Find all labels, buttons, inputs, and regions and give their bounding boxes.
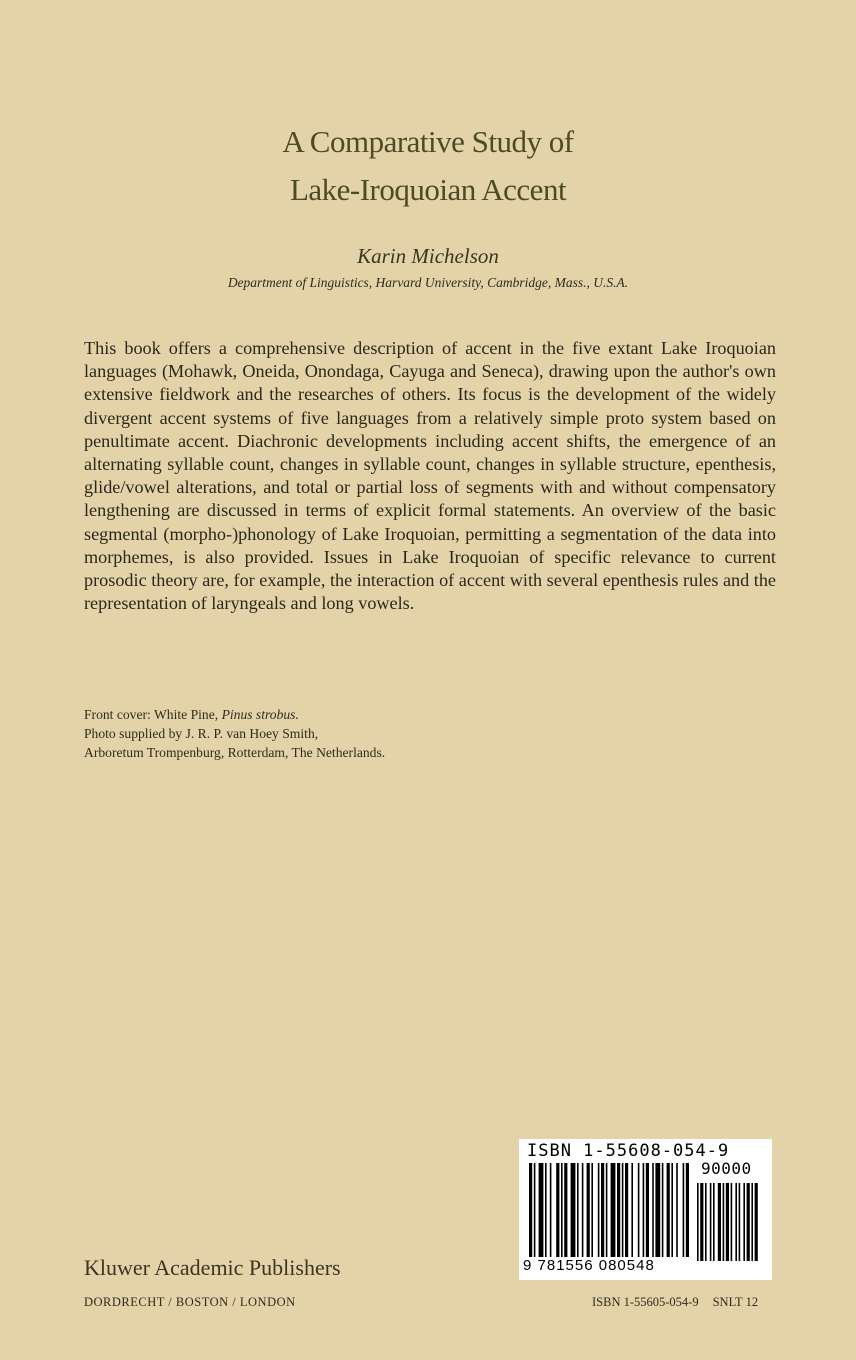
- barcode-bar: [606, 1163, 608, 1257]
- footer-isbn-number: ISBN 1-55605-054-9: [592, 1295, 699, 1309]
- author-affiliation: Department of Linguistics, Harvard University, Cambridge, Mass., U.S.A.: [227, 275, 629, 290]
- barcode-bar: [683, 1163, 685, 1257]
- barcode-addon-bar: [700, 1183, 703, 1261]
- barcode-bar: [676, 1163, 678, 1257]
- barcode-bar: [601, 1163, 604, 1257]
- publisher-name: Kluwer Academic Publishers: [84, 1255, 341, 1280]
- book-title: [0, 118, 856, 214]
- barcode-bar: [617, 1163, 620, 1257]
- barcode-bar: [529, 1163, 532, 1257]
- barcode-addon-bar: [731, 1183, 733, 1261]
- barcode-bar: [652, 1163, 654, 1257]
- barcode-bar: [611, 1163, 616, 1257]
- species-name: Pinus strobus.: [221, 707, 299, 722]
- barcode-bar: [571, 1163, 576, 1257]
- barcode-bar: [582, 1163, 584, 1257]
- barcode-addon-bar: [697, 1183, 699, 1261]
- barcode-addon-bar: [755, 1183, 758, 1261]
- barcode-addon-bar: [751, 1183, 753, 1261]
- barcode-bar: [556, 1163, 559, 1257]
- barcode-bar: [625, 1163, 628, 1257]
- book-description: This book offers a comprehensive description of accent in the five extant Lake Iroquoian languages (Mohawk, Oneida, Onondaga, Cayuga and Seneca), drawing upon the author's own extensive fieldwork and the researches of others. Its focus is the development of the widely divergent accent systems of five languages from a relatively simple proto system based on penultimate accent. Diachronic developments including accent shifts, the emergence of an alternating syllable count, changes in syllable count, changes in syllable structure, epenthesis, glide/vowel alterations, and total or partial loss of segments with and without compensatory lengthening are discussed in terms of explicit formal statements. An overview of the basic segmental (morpho-)phonology of Lake Iroquoian, permitting a segmentation of the data into morphemes, is also provided. Issues in Lake Iroquoian of specific relevance to current prosodic theory are, for example, the interaction of accent with several epenthesis rules and the representation of laryngeals and long vowels.: [84, 338, 776, 614]
- barcode-bar: [550, 1163, 552, 1257]
- barcode-bar: [577, 1163, 579, 1257]
- barcode-addon-bar: [743, 1183, 745, 1261]
- barcode-ean-digits: 9 781556 080548: [523, 1257, 655, 1274]
- barcode-addon-bar: [710, 1183, 712, 1261]
- footer-isbn: [592, 1295, 758, 1310]
- barcode-bar: [587, 1163, 590, 1257]
- barcode-bar: [631, 1163, 633, 1257]
- barcode-bar: [638, 1163, 640, 1257]
- barcode-addon-bar: [718, 1183, 721, 1261]
- cover-credits: [84, 705, 385, 762]
- barcode-bar: [564, 1163, 567, 1257]
- barcode-bar: [667, 1163, 670, 1257]
- barcode-addon-bar: [705, 1183, 707, 1261]
- credit-line-1: [84, 705, 385, 724]
- barcode-bar: [671, 1163, 673, 1257]
- publisher-cities: DORDRECHT / BOSTON / LONDON: [84, 1295, 296, 1309]
- barcode-addon-bar: [747, 1183, 750, 1261]
- barcode-bar: [598, 1163, 600, 1257]
- barcode-bar: [539, 1163, 544, 1257]
- barcode-bar: [561, 1163, 563, 1257]
- series-code: SNLT 12: [712, 1295, 759, 1309]
- barcode-addon-bar: [726, 1183, 729, 1261]
- barcode-addon-bar: [735, 1183, 737, 1261]
- barcode-bar: [591, 1163, 593, 1257]
- barcode-isbn-label: ISBN 1-55608-054-9: [527, 1141, 730, 1161]
- barcode-bar: [655, 1163, 660, 1257]
- barcode-bar: [534, 1163, 536, 1257]
- isbn-barcode: [519, 1139, 772, 1280]
- barcode-bar: [662, 1163, 664, 1257]
- barcode-addon-bar: [713, 1183, 715, 1261]
- barcode-addon-bar: [723, 1183, 725, 1261]
- credit-line-3: Arboretum Trompenburg, Rotterdam, The Netherlands.: [84, 745, 386, 760]
- credit-line-2: Photo supplied by J. R. P. van Hoey Smith,: [84, 726, 319, 741]
- credit-line-1-text: Front cover: White Pine,: [84, 707, 219, 722]
- barcode-bar: [545, 1163, 547, 1257]
- author-name: Karin Michelson: [357, 244, 499, 268]
- title-line-1: A Comparative Study of: [282, 124, 574, 159]
- barcode-bar: [622, 1163, 624, 1257]
- barcode-addon-bar: [739, 1183, 741, 1261]
- barcode-bar: [646, 1163, 649, 1257]
- title-line-2: Lake-Iroquoian Accent: [289, 172, 567, 207]
- barcode-bar: [686, 1163, 689, 1257]
- barcode-addon-number: 90000: [701, 1159, 752, 1178]
- barcode-bar: [643, 1163, 645, 1257]
